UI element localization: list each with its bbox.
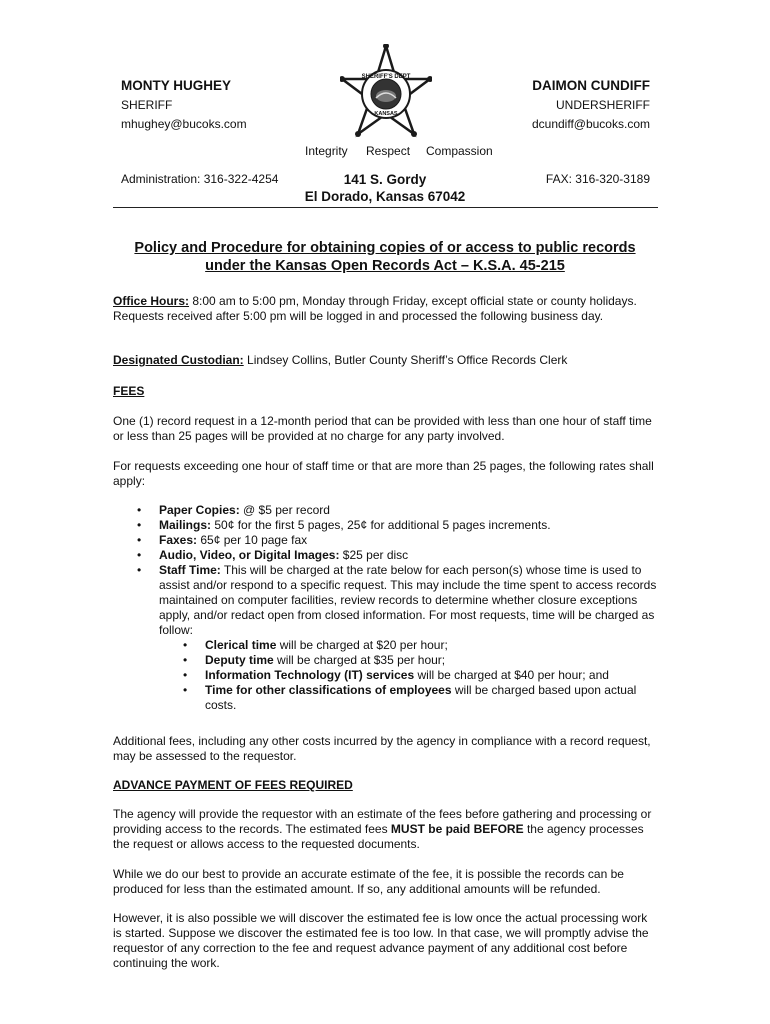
fee-label: Paper Copies: [159, 503, 240, 517]
fee-text: 65¢ per 10 page fax [197, 533, 308, 547]
advance-heading [113, 778, 658, 793]
rate-text: will be charged based upon actual costs. [205, 683, 637, 712]
fees-list [113, 503, 658, 713]
svg-text:KANSAS: KANSAS [374, 111, 398, 117]
fee-label: Staff Time: [159, 563, 221, 577]
list-item [113, 548, 658, 563]
svg-text:SHERIFF'S DEPT: SHERIFF'S DEPT [361, 74, 411, 80]
sheriff-email: mhughey@bucoks.com [121, 117, 247, 131]
undersheriff-title: UNDERSHERIFF [555, 98, 650, 112]
fees-para1: One (1) record request in a 12-month period that can be provided with less than one hour of staff time or less than 25 pages will be provided at no charge for any party involved. [113, 414, 652, 443]
staff-time-sublist [159, 638, 658, 713]
fee-text: @ $5 per record [239, 503, 330, 517]
list-item [113, 518, 658, 533]
custodian-text: Lindsey Collins, Butler County Sheriff’s Office Records Clerk [243, 353, 568, 367]
fax-number: FAX: 316-320-3189 [545, 172, 650, 186]
list-item [113, 503, 658, 518]
header-divider [113, 207, 658, 208]
custodian-paragraph [113, 353, 658, 368]
rate-label: Information Technology (IT) services [205, 668, 415, 682]
undersheriff-email: dcundiff@bucoks.com [531, 117, 650, 131]
advance-para3: However, it is also possible we will discover the estimated fee is low once the actual processing work is started. Suppose we discover the estimated fee is too low. In that case, we will promptly advise the requestor of any correction to the fee and request advance payment of any additional cost before continuing the work. [113, 911, 649, 970]
fees-para3: Additional fees, including any other costs incurred by the agency in compliance with a record request, may be assessed to the requestor. [113, 734, 651, 763]
advance-para1-text-end: the agency processes the request or allows access to the requested documents. [113, 822, 644, 851]
fees-para2: For requests exceeding one hour of staff time or that are more than 25 pages, the following rates shall apply: [113, 459, 654, 488]
sheriff-title: SHERIFF [121, 98, 173, 112]
office-hours-label: Office Hours: [113, 294, 190, 308]
advance-para1 [113, 807, 658, 852]
list-item [113, 563, 658, 713]
office-hours-text: 8:00 am to 5:00 pm, Monday through Friday, except official state or county holidays. Requests received after 5:00 pm will be logged in and processed the following business day. [113, 294, 637, 323]
office-hours-paragraph [113, 294, 658, 324]
rate-label: Time for other classifications of employees [205, 683, 452, 697]
rate-text: will be charged at $20 per hour; [276, 638, 448, 652]
fee-text: 50¢ for the first 5 pages, 25¢ for additional 5 pages increments. [211, 518, 551, 532]
value-compassion: Compassion [426, 144, 493, 158]
sheriff-star-badge-logo [340, 44, 432, 150]
document-title-line2: under the Kansas Open Records Act – K.S.A. 45-215 [205, 258, 565, 274]
advance-para2: While we do our best to provide an accurate estimate of the fee, it is possible the records can be produced for less than the estimated amount. If so, any additional amounts will be refunded. [113, 867, 624, 896]
address-street: 141 S. Gordy [343, 172, 427, 187]
undersheriff-name: DAIMON CUNDIFF [532, 78, 650, 93]
advance-para1-text: The agency will provide the requestor with an estimate of the fees before gathering and processing or providing access to the records. The estimated fees [113, 807, 652, 836]
document-title [100, 239, 670, 275]
rate-text: will be charged at $40 per hour; and [414, 668, 609, 682]
rate-label: Deputy time [205, 653, 274, 667]
list-item [159, 668, 658, 683]
list-item [159, 638, 658, 653]
fee-label: Mailings: [159, 518, 212, 532]
admin-phone: Administration: 316-322-4254 [121, 172, 279, 186]
list-item [159, 653, 658, 668]
rate-text: will be charged at $35 per hour; [273, 653, 446, 667]
document-title-line1: Policy and Procedure for obtaining copies of or access to public records [134, 240, 636, 256]
fee-text: This will be charged at the rate below for each person(s) whose time is used to assist and/or respond to a specific request. This may include the time spent to access records maintained on computer facilities, review records to determine whether closure exceptions apply, and/or redact open from closed information. For most requests, time will be charged as follow: [159, 563, 657, 637]
fee-label: Audio, Video, or Digital Images: [159, 548, 340, 562]
list-item [159, 683, 658, 713]
rate-label: Clerical time [205, 638, 277, 652]
fees-heading-text: FEES [113, 384, 145, 398]
custodian-label: Designated Custodian: [113, 353, 244, 367]
value-respect: Respect [366, 144, 411, 158]
list-item [113, 533, 658, 548]
fee-text: $25 per disc [339, 548, 409, 562]
fees-heading [113, 384, 658, 399]
advance-heading-text: ADVANCE PAYMENT OF FEES REQUIRED [113, 778, 353, 792]
value-integrity: Integrity [305, 144, 348, 158]
sheriff-name: MONTY HUGHEY [121, 78, 232, 93]
advance-para1-emphasis: MUST be paid BEFORE [390, 822, 524, 836]
fee-label: Faxes: [159, 533, 198, 547]
address-city: El Dorado, Kansas 67042 [304, 189, 466, 204]
